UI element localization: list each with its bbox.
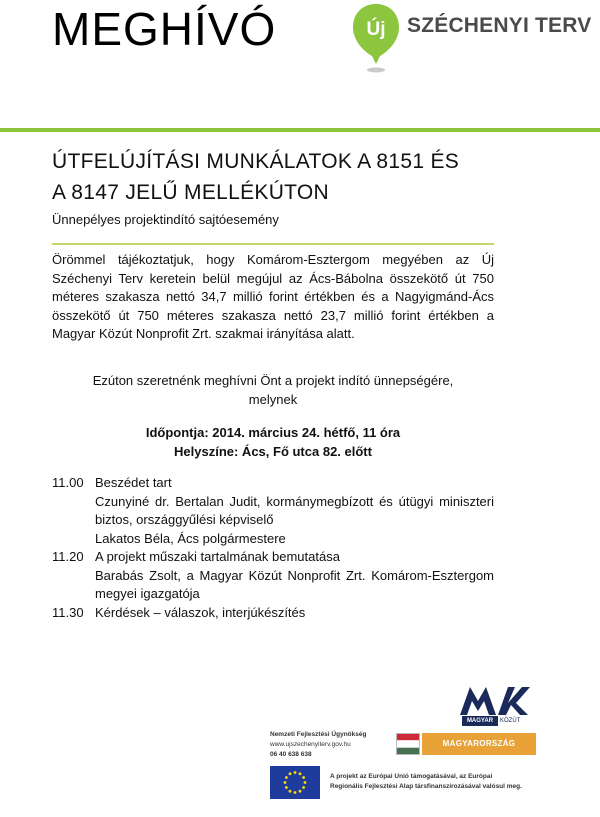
logo-text: SZÉCHENYI TERV bbox=[407, 14, 592, 37]
heading-line-2: A 8147 JELŰ MELLÉKÚTON bbox=[52, 181, 330, 204]
program-title: A projekt műszaki tartalmának bemutatása bbox=[95, 549, 340, 564]
magyar-kozut-label-2: KÖZÚT bbox=[500, 718, 521, 724]
event-details bbox=[52, 424, 494, 461]
program-detail: Barabás Zsolt, a Magyar Közút Nonprofit Zrt. Komárom-Esztergom megyei igazgatója bbox=[95, 567, 494, 601]
program-detail: Lakatos Béla, Ács polgármestere bbox=[95, 530, 286, 546]
event-subtitle: Ünnepélyes projektindító sajtóesemény bbox=[52, 212, 279, 227]
program-title: Kérdések – válaszok, interjúkészítés bbox=[95, 604, 306, 620]
eu-funding-note bbox=[330, 772, 550, 792]
program-item bbox=[52, 548, 494, 604]
map-pin-logo-icon bbox=[350, 2, 402, 74]
program-time: 11.20 bbox=[52, 549, 84, 564]
nfu-name: Nemzeti Fejlesztési Ügynökség bbox=[270, 731, 367, 738]
nfu-phone: 06 40 638 638 bbox=[270, 751, 312, 758]
program-item bbox=[52, 474, 494, 548]
program-list bbox=[52, 474, 494, 622]
magyar-kozut-label: MAGYAR bbox=[462, 716, 498, 726]
section-divider bbox=[52, 243, 494, 245]
magyar-kozut-logo bbox=[456, 683, 536, 731]
invite-line-2: melynek bbox=[248, 391, 298, 407]
magyar-kozut-mark-icon bbox=[456, 683, 536, 717]
program-title: Beszédet tart bbox=[95, 475, 172, 490]
event-place: Helyszíne: Ács, Fő utca 82. előtt bbox=[174, 443, 372, 459]
program-item bbox=[52, 604, 494, 623]
magyarorszag-megujul-text: MAGYARORSZÁG MEGÚJUL bbox=[422, 733, 536, 755]
header-divider bbox=[0, 128, 600, 132]
event-heading bbox=[52, 146, 532, 208]
event-date: Időpontja: 2014. március 24. hétfő, 11 óra bbox=[145, 425, 401, 440]
uj-szechenyi-terv-logo bbox=[350, 2, 600, 80]
eu-note-line-2: Regionális Fejlesztési Alap társfinanszírozásával valósul meg. bbox=[330, 783, 522, 790]
nfu-url: www.ujszechenyiterv.gov.hu bbox=[270, 741, 351, 748]
eu-flag-icon bbox=[270, 766, 320, 799]
magyarorszag-megujul-logo bbox=[396, 733, 536, 770]
intro-paragraph: Örömmel tájékoztatjuk, hogy Komárom-Esztergom megyében az Új Széchenyi Terv keretein belül megújul az Ács-Bábolna összekötő út 750 méteres szakasza nettó 34,7 millió forint értékben és a Nagyigmánd-Ács összekötő út 750 méteres szakasza nettó 23,7 millió forint értékben a Magyar Közút Nonprofit Zrt. szakmai irányítása alatt. bbox=[52, 252, 494, 341]
heading-line-1: ÚTFELÚJÍTÁSI MUNKÁLATOK A 8151 ÉS bbox=[52, 150, 460, 173]
document-title: MEGHÍVÓ bbox=[52, 3, 277, 55]
hungarian-flag-icon bbox=[396, 733, 420, 755]
program-time: 11.30 bbox=[52, 604, 84, 620]
eu-note-line-1: A projekt az Európai Unió támogatásával, az Európai bbox=[330, 773, 493, 780]
program-detail: Czunyiné dr. Bertalan Judit, kormánymegbízott és útügyi miniszteri biztos, országgyűlési képviselő bbox=[95, 493, 494, 527]
invite-line-1: Ezúton szeretnénk meghívni Önt a projekt indító ünnepségére, bbox=[92, 373, 454, 388]
invitation-text bbox=[52, 372, 494, 409]
nfu-credit bbox=[270, 730, 380, 760]
program-time: 11.00 bbox=[52, 475, 84, 490]
logo-pin-text: Új bbox=[366, 19, 386, 40]
